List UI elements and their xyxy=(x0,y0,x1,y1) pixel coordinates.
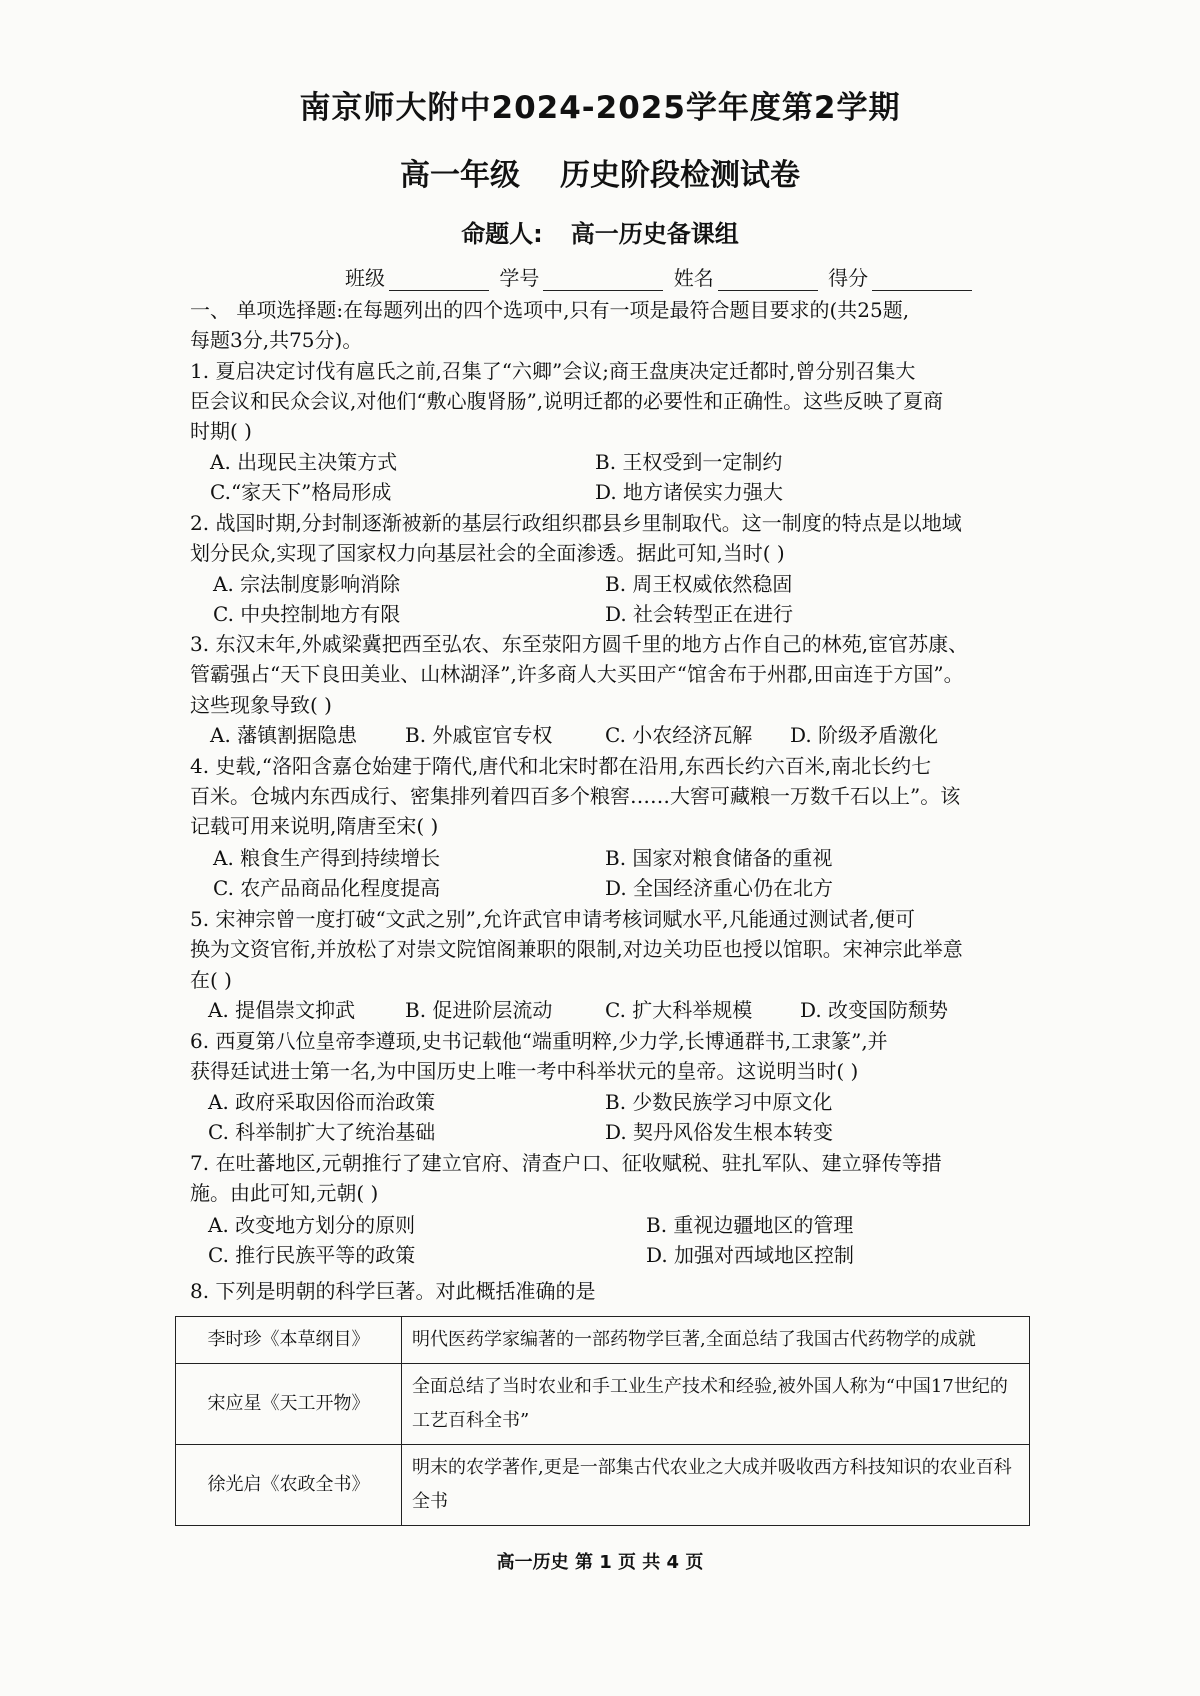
q5-option-b: B. 促进阶层流动 xyxy=(405,998,553,1022)
q1-stem-line3: 时期( ) xyxy=(190,419,252,443)
q1-stem-line2: 臣会议和民众会议,对他们“敷心腹肾肠”,说明迁都的必要性和正确性。这些反映了夏商 xyxy=(190,389,944,413)
q3-stem-line1: 3. 东汉末年,外戚梁冀把西至弘农、东至荥阳方圆千里的地方占作自己的林苑,宦官苏康、 xyxy=(190,632,969,656)
q5-option-d: D. 改变国防颓势 xyxy=(800,998,949,1022)
q5-option-a: A. 提倡崇文抑武 xyxy=(208,998,356,1022)
q4-option-b: B. 国家对粮食储备的重视 xyxy=(605,846,833,870)
class-label: 班级 xyxy=(345,266,385,290)
student-info-line xyxy=(345,262,976,291)
name-blank[interactable] xyxy=(718,270,818,291)
q2-option-a: A. 宗法制度影响消除 xyxy=(213,572,401,596)
id-blank[interactable] xyxy=(543,270,663,291)
table-row xyxy=(176,1364,1030,1445)
name-label: 姓名 xyxy=(673,266,714,290)
q3-stem-line2: 管霸强占“天下良田美业、山林湖泽”,许多商人大买田产“馆舍布于州郡,田亩连于方国”。 xyxy=(190,662,964,686)
grade-label: 高一年级 xyxy=(400,158,520,193)
q4-stem-line1: 4. 史载,“洛阳含嘉仓始建于隋代,唐代和北宋时都在沿用,东西长约六百米,南北长约七 xyxy=(190,754,932,778)
author-name: 高一历史备课组 xyxy=(570,220,739,248)
q6-stem-line1: 6. 西夏第八位皇帝李遵顼,史书记载他“端重明粹,少力学,长博通群书,工隶篆”,并 xyxy=(190,1029,888,1053)
q5-stem-line3: 在( ) xyxy=(190,968,232,992)
q1-option-c: C.“家天下”格局形成 xyxy=(210,480,392,504)
book-cell: 李时珍《本草纲目》 xyxy=(176,1317,402,1364)
q4-option-a: A. 粮食生产得到持续增长 xyxy=(213,846,441,870)
q3-option-a: A. 藩镇割据隐患 xyxy=(210,723,358,747)
score-blank[interactable] xyxy=(872,270,972,291)
q2-option-d: D. 社会转型正在进行 xyxy=(605,602,794,626)
q2-option-b: B. 周王权威依然稳固 xyxy=(605,572,793,596)
q2-stem-line2: 划分民众,实现了国家权力向基层社会的全面渗透。据此可知,当时( ) xyxy=(190,541,785,565)
author-line xyxy=(0,214,1200,249)
section-instruction-line1: 一、 单项选择题:在每题列出的四个选项中,只有一项是最符合题目要求的(共25题, xyxy=(190,298,910,322)
q3-option-d: D. 阶级矛盾激化 xyxy=(790,723,939,747)
q3-option-b: B. 外戚宦官专权 xyxy=(405,723,553,747)
class-blank[interactable] xyxy=(389,270,489,291)
q7-stem-line2: 施。由此可知,元朝( ) xyxy=(190,1181,379,1205)
page-footer: 高一历史 第 1 页 共 4 页 xyxy=(496,1552,704,1573)
q1-stem-line1: 1. 夏启决定讨伐有扈氏之前,召集了“六卿”会议;商王盘庚决定迁都时,曾分别召集大 xyxy=(190,359,916,383)
q2-stem-line1: 2. 战国时期,分封制逐渐被新的基层行政组织郡县乡里制取代。这一制度的特点是以地域 xyxy=(190,511,962,535)
table-row xyxy=(176,1317,1030,1364)
q3-option-c: C. 小农经济瓦解 xyxy=(605,723,753,747)
description-cell: 明末的农学著作,更是一部集古代农业之大成并吸收西方科技知识的农业百科全书 xyxy=(402,1445,1030,1526)
q4-option-d: D. 全国经济重心仍在北方 xyxy=(605,876,834,900)
q1-option-d: D. 地方诸侯实力强大 xyxy=(595,480,784,504)
q4-option-c: C. 农产品商品化程度提高 xyxy=(213,876,441,900)
q6-option-d: D. 契丹风俗发生根本转变 xyxy=(605,1120,834,1144)
book-cell: 宋应星《天工开物》 xyxy=(176,1364,402,1445)
section-instruction-line2: 每题3分,共75分)。 xyxy=(190,328,363,352)
id-label: 学号 xyxy=(499,266,540,290)
q6-option-c: C. 科举制扩大了统治基础 xyxy=(208,1120,436,1144)
q2-option-c: C. 中央控制地方有限 xyxy=(213,602,401,626)
q8-table xyxy=(175,1316,1030,1526)
score-label: 得分 xyxy=(828,266,869,290)
q7-option-a: A. 改变地方划分的原则 xyxy=(208,1213,416,1237)
q1-option-a: A. 出现民主决策方式 xyxy=(210,450,398,474)
description-cell: 全面总结了当时农业和手工业生产技术和经验,被外国人称为“中国17世纪的工艺百科全书” xyxy=(402,1364,1030,1445)
q8-stem: 8. 下列是明朝的科学巨著。对此概括准确的是 xyxy=(190,1279,596,1303)
book-cell: 徐光启《农政全书》 xyxy=(176,1445,402,1526)
q3-stem-line3: 这些现象导致( ) xyxy=(190,693,332,717)
q7-option-b: B. 重视边疆地区的管理 xyxy=(646,1213,854,1237)
q6-option-a: A. 政府采取因俗而治政策 xyxy=(208,1090,436,1114)
q5-stem-line2: 换为文资官衔,并放松了对崇文院馆阁兼职的限制,对边关功臣也授以馆职。宋神宗此举意 xyxy=(190,937,963,961)
table-row xyxy=(176,1445,1030,1526)
subtitle-label: 历史阶段检测试卷 xyxy=(560,158,800,193)
q4-stem-line2: 百米。仓城内东西成行、密集排列着四百多个粮窖……大窖可藏粮一万数千石以上”。该 xyxy=(190,784,961,808)
q4-stem-line3: 记载可用来说明,隋唐至宋( ) xyxy=(190,814,439,838)
author-label: 命题人: xyxy=(461,220,543,248)
q6-stem-line2: 获得廷试进士第一名,为中国历史上唯一考中科举状元的皇帝。这说明当时( ) xyxy=(190,1059,859,1083)
q7-stem-line1: 7. 在吐蕃地区,元朝推行了建立官府、清查户口、征收赋税、驻扎军队、建立驿传等措 xyxy=(190,1151,942,1175)
q7-option-c: C. 推行民族平等的政策 xyxy=(208,1243,416,1267)
description-cell: 明代医药学家编著的一部药物学巨著,全面总结了我国古代药物学的成就 xyxy=(402,1317,1030,1364)
exam-subtitle xyxy=(0,150,1200,194)
q6-option-b: B. 少数民族学习中原文化 xyxy=(605,1090,833,1114)
q1-option-b: B. 王权受到一定制约 xyxy=(595,450,783,474)
q5-stem-line1: 5. 宋神宗曾一度打破“文武之别”,允许武官申请考核词赋水平,凡能通过测试者,便可 xyxy=(190,907,915,931)
q7-option-d: D. 加强对西域地区控制 xyxy=(646,1243,855,1267)
q5-option-c: C. 扩大科举规模 xyxy=(605,998,753,1022)
exam-title: 南京师大附中2024-2025学年度第2学期 xyxy=(299,90,901,126)
